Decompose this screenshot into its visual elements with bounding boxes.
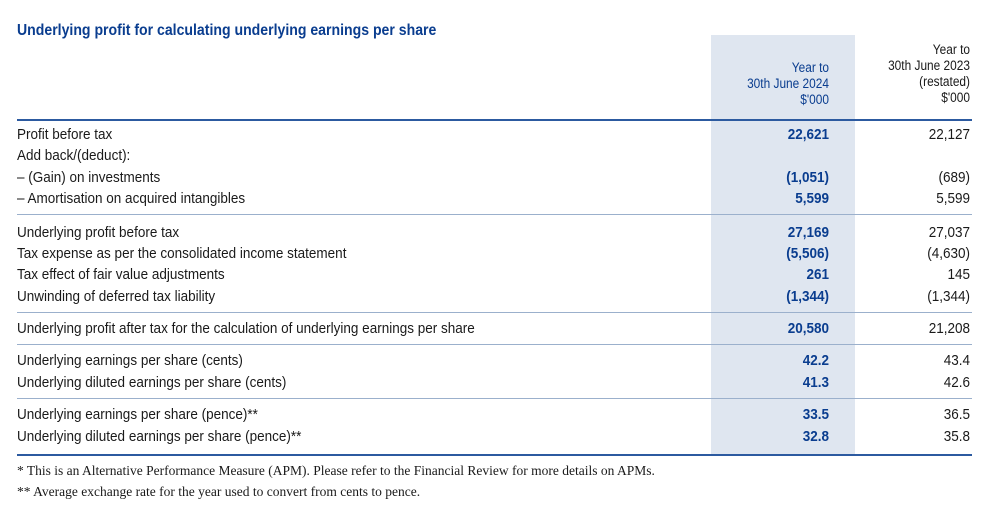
- value-2023: (4,630): [927, 245, 970, 262]
- table-row: [17, 264, 972, 285]
- header-line: Year to: [791, 60, 829, 75]
- table-row: [17, 222, 972, 243]
- table-row: [17, 167, 972, 188]
- table-title: Underlying profit for calculating underlying earnings per share: [17, 22, 437, 39]
- table-row: [17, 145, 972, 166]
- value-2023: 22,127: [928, 126, 970, 143]
- header-line: Year to: [932, 42, 970, 57]
- value-2024: 42.2: [802, 352, 829, 369]
- value-2024: 261: [806, 266, 829, 283]
- row-label: – (Gain) on investments: [17, 169, 161, 186]
- prior-year-column-header: [866, 42, 970, 106]
- value-2024: 41.3: [802, 374, 829, 391]
- value-2023: (1,344): [927, 288, 970, 305]
- table-row: [17, 404, 972, 425]
- table-row: [17, 426, 972, 447]
- value-2023: 35.8: [943, 428, 970, 445]
- row-label: Underlying earnings per share (pence)**: [17, 406, 258, 423]
- table-bottom-rule: [17, 454, 972, 456]
- value-2023: 36.5: [943, 406, 970, 423]
- value-2024: (5,506): [786, 245, 829, 262]
- value-2023: 145: [947, 266, 970, 283]
- row-label: Add back/(deduct):: [17, 147, 131, 164]
- header-line: $'000: [800, 92, 829, 107]
- value-2023: 42.6: [943, 374, 970, 391]
- value-2024: (1,051): [786, 169, 829, 186]
- header-line: 30th June 2024: [747, 76, 829, 91]
- table-row: [17, 318, 972, 339]
- row-label: – Amortisation on acquired intangibles: [17, 190, 246, 207]
- row-label: Tax effect of fair value adjustments: [17, 266, 225, 283]
- table-row: [17, 372, 972, 393]
- table-row: [17, 286, 972, 307]
- value-2023: 5,599: [936, 190, 970, 207]
- footnote-apm: * This is an Alternative Performance Measure (APM). Please refer to the Financial Review for more details on APMs.: [17, 463, 655, 478]
- value-2024: 32.8: [802, 428, 829, 445]
- row-label: Underlying diluted earnings per share (cents): [17, 374, 287, 391]
- value-2024: (1,344): [786, 288, 829, 305]
- header-line: $'000: [941, 90, 970, 105]
- row-label: Profit before tax: [17, 126, 113, 143]
- value-2024: 22,621: [787, 126, 829, 143]
- table-row: [17, 124, 972, 145]
- value-2024: 33.5: [802, 406, 829, 423]
- section-divider: [17, 344, 972, 345]
- value-2023: (689): [938, 169, 970, 186]
- row-label: Underlying profit before tax: [17, 224, 180, 241]
- section-divider: [17, 312, 972, 313]
- value-2023: 27,037: [928, 224, 970, 241]
- table-row: [17, 243, 972, 264]
- value-2023: 21,208: [928, 320, 970, 337]
- row-label: Underlying profit after tax for the calculation of underlying earnings per share: [17, 320, 475, 337]
- section-divider: [17, 214, 972, 215]
- header-line: (restated): [919, 74, 970, 89]
- section-divider: [17, 398, 972, 399]
- current-year-column-header: [711, 60, 829, 108]
- footnote-exchange-rate: ** Average exchange rate for the year used to convert from cents to pence.: [17, 484, 421, 499]
- row-label: Tax expense as per the consolidated income statement: [17, 245, 347, 262]
- value-2024: 20,580: [787, 320, 829, 337]
- row-label: Underlying diluted earnings per share (pence)**: [17, 428, 302, 445]
- header-divider: [17, 119, 972, 121]
- row-label: Underlying earnings per share (cents): [17, 352, 243, 369]
- table-row: [17, 188, 972, 209]
- value-2023: 43.4: [943, 352, 970, 369]
- value-2024: 5,599: [795, 190, 829, 207]
- row-label: Unwinding of deferred tax liability: [17, 288, 216, 305]
- value-2024: 27,169: [787, 224, 829, 241]
- header-line: 30th June 2023: [888, 58, 970, 73]
- table-row: [17, 350, 972, 371]
